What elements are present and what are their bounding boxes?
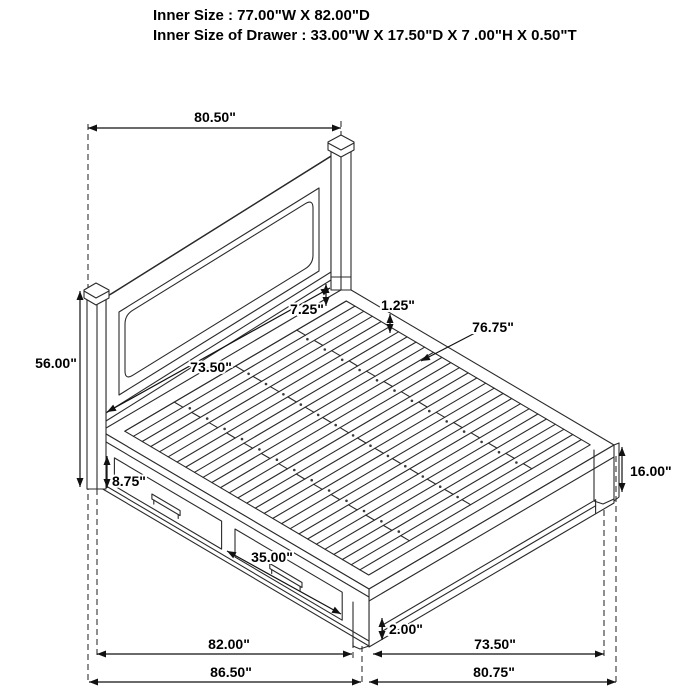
screw-dot	[265, 383, 268, 386]
dim-label-panel-width: 73.50"	[190, 359, 232, 375]
screw-dot	[480, 441, 483, 444]
screw-dot	[223, 428, 226, 431]
screw-dot	[276, 458, 279, 461]
screw-dot	[369, 444, 372, 447]
dim-label-footboard-height: 16.00"	[630, 463, 672, 479]
screw-dot	[463, 430, 466, 433]
screw-dot	[328, 489, 331, 492]
screw-dot	[258, 448, 261, 451]
screw-dot	[324, 348, 327, 351]
screw-dot	[515, 461, 518, 464]
screw-dot	[282, 393, 285, 396]
screw-dot	[393, 389, 396, 392]
screw-dot	[334, 424, 337, 427]
screw-dot	[439, 485, 442, 488]
screw-dot	[345, 500, 348, 503]
dim-label-headboard-height: 56.00"	[35, 355, 77, 371]
screw-dot	[456, 496, 459, 499]
screw-dot	[422, 475, 425, 478]
dim-label-drawer-height: 8.75"	[112, 473, 146, 489]
screw-dot	[445, 420, 448, 423]
dim-label-headboard-width: 80.50"	[194, 109, 236, 125]
dim-label-foot-inner-width: 73.50"	[474, 636, 516, 652]
dim-label-slat-ledge: 1.25"	[381, 297, 415, 313]
inner-size-line: Inner Size : 77.00"W X 82.00"D	[153, 7, 370, 24]
front-leg-foot	[353, 646, 369, 649]
dim-label-floor-clearance: 2.00"	[389, 621, 423, 637]
screw-dot	[189, 407, 192, 410]
screw-dot	[411, 400, 414, 403]
screw-dot	[376, 379, 379, 382]
screw-dot	[310, 479, 313, 482]
screw-dot	[241, 438, 244, 441]
inner-drawer-size-line: Inner Size of Drawer : 33.00"W X 17.50"D X 7 .00"H X 0.50"T	[153, 27, 577, 44]
screw-dot	[380, 520, 383, 523]
bed-isometric-drawing	[84, 135, 619, 649]
screw-dot	[363, 510, 366, 513]
screw-dot	[317, 414, 320, 417]
dim-label-drawer-width: 35.00"	[251, 549, 293, 565]
dim-label-side-rail-length: 82.00"	[208, 636, 250, 652]
screw-dot	[498, 451, 501, 454]
screw-dot	[358, 369, 361, 372]
screw-dot	[293, 469, 296, 472]
screw-dot	[428, 410, 431, 413]
dim-label-overall-depth: 86.50"	[210, 664, 252, 680]
screw-dot	[247, 373, 250, 376]
dim-label-slat-length: 76.75"	[472, 319, 514, 335]
screw-dot	[387, 455, 390, 458]
screw-dot	[300, 403, 303, 406]
screw-dot	[352, 434, 355, 437]
screw-dot	[341, 359, 344, 362]
screw-dot	[398, 530, 401, 533]
screw-dot	[306, 338, 309, 341]
dim-label-overall-width: 80.75"	[473, 664, 515, 680]
screw-dot	[206, 417, 209, 420]
dim-label-panel-to-slats: 7.25"	[290, 301, 324, 317]
screw-dot	[404, 465, 407, 468]
